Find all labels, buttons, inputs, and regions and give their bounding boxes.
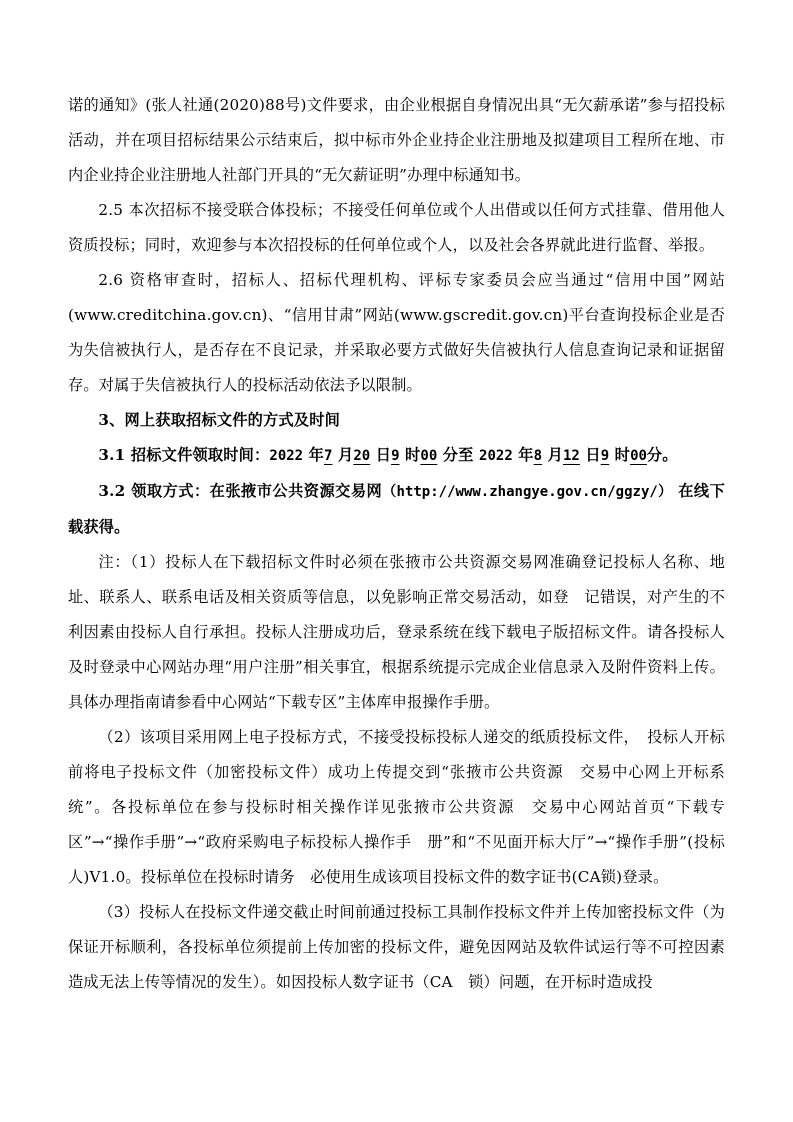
start-minute: 00	[420, 448, 438, 464]
heading-section-3: 3、网上获取招标文件的方式及时间	[98, 411, 340, 429]
section-3-1	[68, 438, 725, 474]
paragraph-2-6: 2.6 资格审查时，招标人、招标代理机构、评标专家委员会应当通过“信用中国”网站(www.creditchina.gov.cn)、“信用甘肃”网站(www.gscredit.gov.cn)平台查询投标企业是否为失信被执行人，是否存在不良记录，并采取必要方式做好失信被执行人信息查询记录和证据留存。对属于失信被执行人的投标活动依法予以限制。	[68, 271, 725, 394]
section-3-1-label: 3.1 招标文件领取时间：	[98, 446, 270, 464]
start-year: 2022	[269, 448, 304, 464]
year-unit-2: 年	[518, 446, 534, 464]
hour-unit-2: 时	[614, 446, 631, 464]
end-month: 8	[533, 448, 543, 464]
end-day: 12	[562, 448, 580, 464]
minute-unit-1: 分	[442, 446, 459, 464]
day-unit-2: 日	[585, 446, 601, 464]
year-unit-1: 年	[308, 446, 324, 464]
section-3-2-tail: 在线下载获得。	[68, 482, 725, 536]
end-minute: 00	[630, 448, 647, 464]
day-unit-1: 日	[375, 446, 392, 464]
paragraph-2-5: 2.5 本次招标不接受联合体投标；不接受任何单位或个人出借或以任何方式挂靠、借用他人资质投标；同时，欢迎参与本次招投标的任何单位或个人，以及社会各界就此进行监督、举报。	[68, 201, 725, 254]
section-3-2	[68, 474, 725, 545]
section-3-2-label: 3.2 领取方式：在张掖市公共资源交易网	[98, 482, 383, 500]
note-item-3: （3）投标人在投标文件递交截止时间前通过投标工具制作投标文件并上传加密投标文件（为保证开标顺利，各投标单位须提前上传加密的投标文件，避免因网站及软件试运行等不可控因素造成无法上传等情况的发生）。如因投标人数字证书（CA 锁）问题，在开标时造成投	[68, 903, 725, 991]
paragraph-continuation: 诺的通知》(张人社通(2020)88号)文件要求，由企业根据自身情况出具“无欠薪承诺”参与招投标活动，并在项目招标结果公示结束后，拟中标市外企业持企业注册地及拟建项目工程所在地、市内企业持企业注册地人社部门开具的“无欠薪证明”办理中标通知书。	[68, 96, 725, 184]
document-body	[68, 88, 725, 1000]
time-range-to: 至	[458, 446, 474, 464]
end-hour: 9	[600, 448, 610, 464]
month-unit-1: 月	[337, 446, 354, 464]
end-year: 2022	[479, 448, 513, 464]
start-month: 7	[324, 448, 333, 464]
trading-platform-url: （http://www.zhangye.gov.cn/ggzy/）	[382, 484, 673, 500]
note-item-1: 注：（1）投标人在下载招标文件时必须在张掖市公共资源交易网准确登记投标人名称、地址、联系人、联系电话及相关资质等信息，以免影响正常交易活动，如登 记错误，对产生的不利因素由投标人自行承担。投标人注册成功后，登录系统在线下载电子版招标文件。请各投标人及时登录中心网站办理“用户注册”相关事宜，根据系统提示完成企业信息录入及附件资料上传。具体办理指南请参看中心网站“下载专区”主体库申报操作手册。	[68, 553, 725, 711]
start-hour: 9	[391, 448, 400, 464]
month-unit-2: 月	[547, 446, 563, 464]
start-day: 20	[353, 448, 371, 464]
hour-unit-1: 时	[405, 446, 421, 464]
end-tail: 分。	[646, 446, 678, 464]
note-item-2: （2）该项目采用网上电子投标方式，不接受投标投标人递交的纸质投标文件， 投标人开标前将电子投标文件（加密投标文件）成功上传提交到“张掖市公共资源 交易中心网上开标系统”。各投标单位在参与投标时相关操作详见张掖市公共资源 交易中心网站首页“下载专区”→“操作手册”→“政府采购电子标投标人操作手 册”和“不见面开标大厅”→“操作手册”(投标人)V1.0。投标单位在投标时请务 必使用生成该项目投标文件的数字证书(CA锁)登录。	[68, 728, 725, 886]
